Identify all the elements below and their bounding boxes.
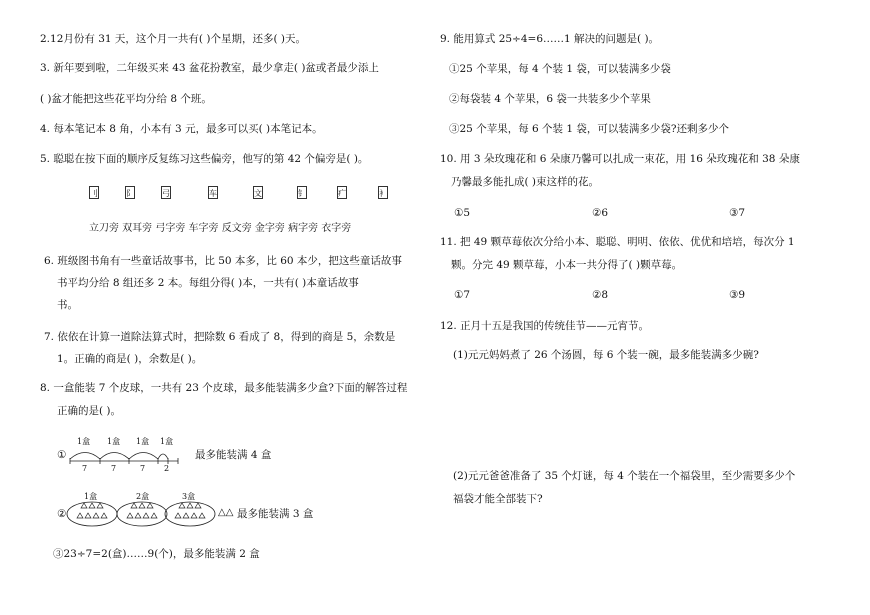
question-5: 5. 聪聪在按下面的顺序反复练习这些偏旁，他写的第 42 个偏旁是( )。 (40, 153, 369, 165)
question-9-option-b: ②每袋装 4 个苹果，6 袋一共装多少个苹果 (449, 93, 651, 105)
question-11-option: ②8 (592, 289, 609, 301)
question-11-line-2: 颗。分完 49 颗草莓，小本一共分得了( )颗草莓。 (451, 259, 683, 271)
box-label: 1盒 (107, 437, 121, 446)
question-2: 2.12月份有 31 天，这个月一共有( )个星期，还多( )天。 (40, 33, 306, 45)
radical-box: 弓 (161, 186, 171, 199)
question-12-part-2-line-2: 福袋才能全部装下? (453, 493, 543, 505)
radical-box: 文 (253, 186, 263, 199)
box-label: 2盒 (136, 492, 150, 501)
box-label: 1盒 (160, 437, 174, 446)
box-label: 1盒 (84, 492, 98, 501)
triangle-group (77, 503, 205, 518)
radical-names: 立刀旁 双耳旁 弓字旁 车字旁 反文旁 金字旁 病字旁 衣字旁 (89, 223, 352, 234)
option-1-result: 最多能装满 4 盒 (195, 449, 272, 461)
question-7-line-1: 7. 依依在计算一道除法算式时，把除数 6 看成了 8，得到的商是 5，余数是 (44, 331, 396, 343)
question-12-part-1: (1)元元妈妈煮了 26 个汤圆，每 6 个装一碗，最多能装满多少碗? (453, 349, 759, 361)
radical-box: 钅 (297, 186, 307, 199)
question-3-line-2: ( )盆才能把这些花平均分给 8 个班。 (40, 93, 212, 105)
question-10-line-2: 乃馨最多能扎成( )束这样的花。 (451, 176, 600, 188)
box-arc (70, 453, 100, 460)
option-3: ③23÷7=2(盒)……9(个)，最多能装满 2 盒 (53, 548, 260, 560)
question-11-option: ①7 (454, 289, 471, 301)
box-label: 1盒 (77, 437, 91, 446)
question-10-line-1: 10. 用 3 朵玫瑰花和 6 朵康乃馨可以扎成一束花，用 16 朵玫瑰花和 38 朵康 (440, 153, 800, 165)
question-8-line-2: 正确的是( )。 (57, 405, 122, 417)
segment-label: 2 (164, 464, 170, 473)
question-3-line-1: 3. 新年要到啦，二年级买来 43 盆花扮教室，最少拿走( )盆或者最少添上 (40, 62, 379, 74)
radical-box: 疒 (337, 186, 347, 199)
box-arc (158, 454, 168, 459)
question-8-line-1: 8. 一盒能装 7 个皮球，一共有 23 个皮球，最多能装满多少盒?下面的解答过程 (40, 382, 408, 394)
question-6-line-1: 6. 班级图书角有一些童话故事书，比 50 本多，比 60 本少，把这些童话故事 (44, 255, 402, 267)
box-ellipse (67, 502, 117, 526)
box-arc (129, 453, 158, 460)
question-4: 4. 每本笔记本 8 角，小本有 3 元，最多可以买( )本笔记本。 (40, 123, 323, 135)
option-2-result: 最多能装满 3 盒 (237, 508, 314, 520)
box-label: 3盒 (182, 492, 196, 501)
box-arc (100, 453, 129, 460)
option-2-mark: ② (57, 508, 67, 520)
option-1-mark: ① (57, 449, 67, 461)
radical-box: 阝 (125, 186, 135, 199)
radical-box: 衤 (378, 186, 388, 199)
box-label: 1盒 (136, 437, 150, 446)
radical-box: 车 (208, 186, 218, 199)
box-ellipse (117, 502, 167, 526)
question-11-line-1: 11. 把 49 颗草莓依次分给小本、聪聪、明明、依依、优优和培培，每次分 1 (440, 236, 795, 248)
question-9: 9. 能用算式 25÷4=6……1 解决的问题是( )。 (440, 33, 660, 45)
question-10-option: ③7 (729, 207, 746, 219)
question-7-line-2: 1。正确的商是( )，余数是( )。 (57, 353, 203, 365)
box-ellipse (165, 502, 215, 526)
question-12: 12. 正月十五是我国的传统佳节——元宵节。 (440, 320, 650, 332)
leftover-triangles: △△ (218, 507, 234, 518)
question-9-option-c: ③25 个苹果，每 6 个装 1 袋，可以装满多少袋?还剩多少个 (449, 123, 730, 135)
radical-box: 刂 (89, 186, 99, 199)
question-6-line-3: 书。 (57, 299, 78, 311)
segment-label: 7 (111, 464, 117, 473)
question-9-option-a: ①25 个苹果，每 4 个装 1 袋，可以装满多少袋 (449, 63, 671, 75)
question-12-part-2-line-1: (2)元元爸爸准备了 35 个灯谜，每 4 个装在一个福袋里，至少需要多少个 (453, 470, 796, 482)
question-11-option: ③9 (729, 289, 746, 301)
segment-label: 7 (140, 464, 146, 473)
question-6-line-2: 书平均分给 8 组还多 2 本。每组分得( )本，一共有( )本童话故事 (57, 277, 359, 289)
question-10-option: ②6 (592, 207, 609, 219)
segment-label: 7 (82, 464, 88, 473)
question-10-option: ①5 (454, 207, 471, 219)
